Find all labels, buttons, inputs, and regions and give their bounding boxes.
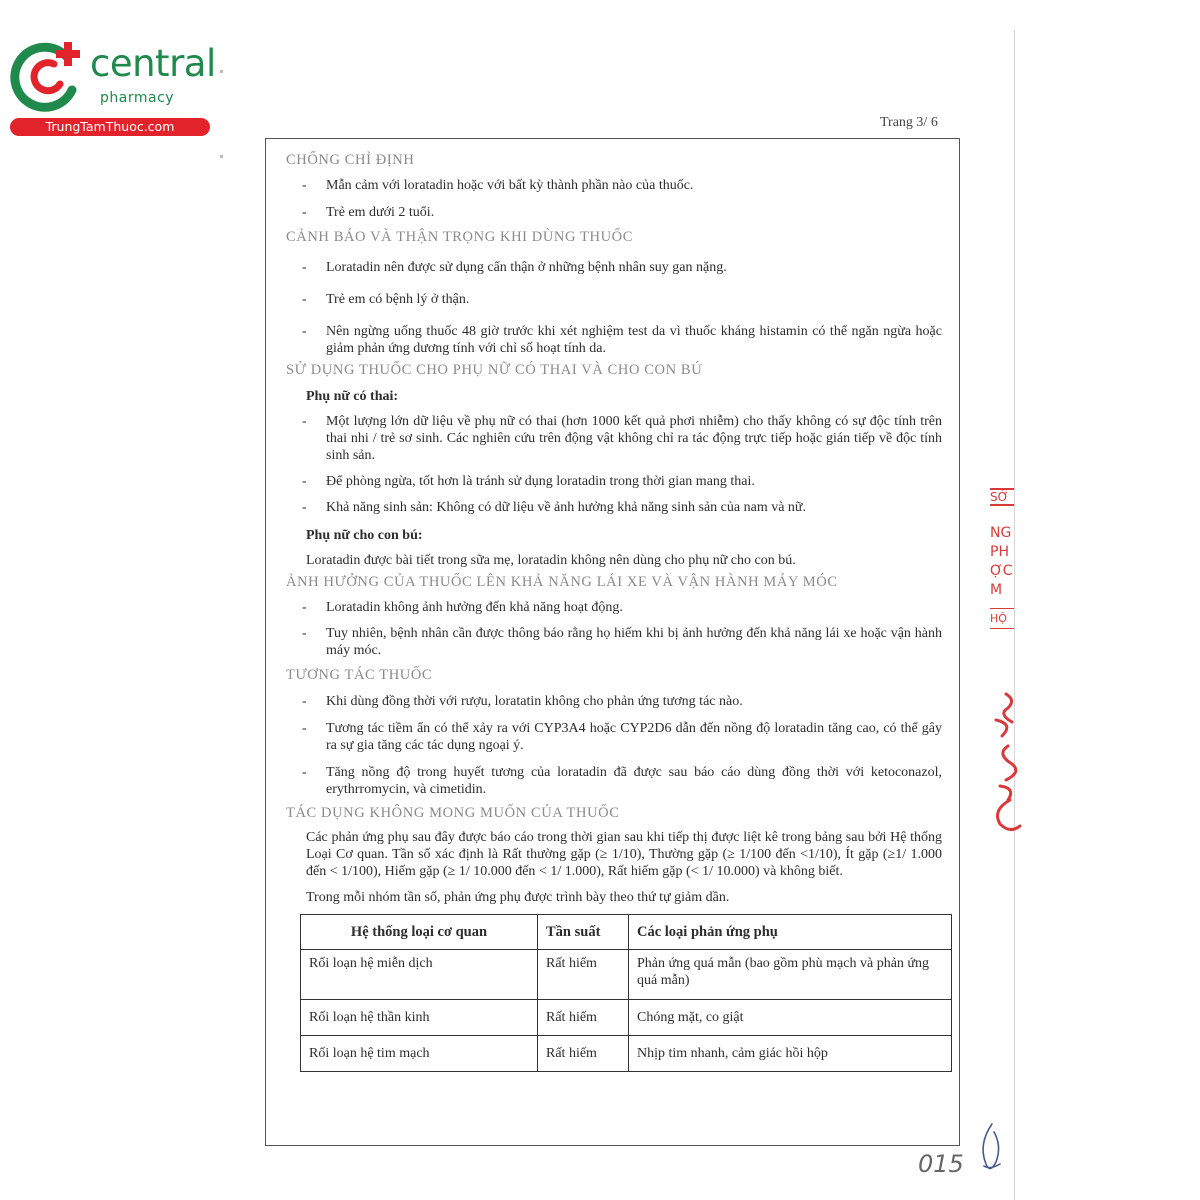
subheading-pregnant-women: Phụ nữ có thai: xyxy=(306,389,399,404)
list-item: - Tuy nhiên, bệnh nhân cần được thông báo rằng họ hiếm khi bị ảnh hưởng đến khả năng lái xe hoặc vận hành máy móc. xyxy=(286,625,942,659)
section-heading-warnings: CẢNH BÁO VÀ THẬN TRỌNG KHI DÙNG THUỐC xyxy=(286,229,633,245)
section-heading-contraindications: CHỐNG CHỈ ĐỊNH xyxy=(286,152,415,168)
list-item: - Để phòng ngừa, tốt hơn là tránh sử dụng loratadin trong thời gian mang thai. xyxy=(286,473,942,490)
list-item: - Tăng nồng độ trong huyết tương của loratadin đã được sau báo cáo dùng đồng thời với ketoconazol, erythrromycin, và cimetidin. xyxy=(286,764,942,798)
table-cell: Rối loạn hệ tim mạch xyxy=(301,1036,538,1072)
section-heading-pregnancy: SỬ DỤNG THUỐC CHO PHỤ NỮ CÓ THAI VÀ CHO CON BÚ xyxy=(286,362,703,378)
page-number: Trang 3/ 6 xyxy=(880,115,938,130)
column-header: Hệ thống loại cơ quan xyxy=(301,915,538,950)
list-item: - Trẻ em có bệnh lý ở thận. xyxy=(286,291,942,308)
stamp-text: ỢC xyxy=(990,563,1013,579)
column-header: Các loại phản ứng phụ xyxy=(629,915,952,950)
scan-speck xyxy=(220,155,223,158)
scan-speck xyxy=(220,70,223,73)
table-row xyxy=(301,1000,952,1036)
logo-subtitle: pharmacy xyxy=(100,90,175,106)
table-cell: Rối loạn hệ thần kinh xyxy=(301,1000,538,1036)
stamp-text: SỞ xyxy=(990,488,1014,506)
adverse-effects-table xyxy=(300,914,952,1072)
section-heading-adverse-effects: TÁC DỤNG KHÔNG MONG MUỐN CỦA THUỐC xyxy=(286,805,620,821)
stamp-text: NG xyxy=(990,525,1012,541)
table-header-row xyxy=(301,915,952,950)
list-item: - Khả năng sinh sản: Không có dữ liệu về ảnh hưởng khả năng sinh sản của nam và nữ. xyxy=(286,499,942,516)
table-cell: Phản ứng quá mẫn (bao gồm phù mạch và phản ứng quá mẫn) xyxy=(629,950,952,1000)
logo-wordmark: central xyxy=(90,42,216,85)
handwritten-page-number: 015 xyxy=(918,1150,964,1178)
red-stamp-fragment xyxy=(990,488,1030,629)
column-header: Tần suất xyxy=(538,915,629,950)
central-pharmacy-logo xyxy=(10,38,220,138)
table-cell: Nhịp tim nhanh, cảm giác hồi hộp xyxy=(629,1036,952,1072)
pharmacy-cross-icon xyxy=(10,38,86,114)
logo-site-banner: TrungTamThuoc.com xyxy=(10,118,210,136)
paragraph: Trong mỗi nhóm tần số, phản ứng phụ được trình bày theo thứ tự giảm dần. xyxy=(306,890,730,905)
section-heading-interactions: TƯƠNG TÁC THUỐC xyxy=(286,667,433,683)
table-cell: Chóng mặt, co giật xyxy=(629,1000,952,1036)
list-item: - Tương tác tiềm ẩn có thể xảy ra với CYP3A4 hoặc CYP2D6 dẫn đến nồng độ loratadin tăng cao, có thể gây ra sự gia tăng các tác dụng ngoại ý. xyxy=(286,720,942,754)
table-cell: Rối loạn hệ miễn dịch xyxy=(301,950,538,1000)
handwritten-signature xyxy=(976,1120,1006,1180)
list-item: - Nên ngừng uống thuốc 48 giờ trước khi xét nghiệm test da vì thuốc kháng histamin có thể ngăn ngừa hoặc giảm phản ứng dương tính với chỉ số hoạt tính da. xyxy=(286,323,942,357)
paragraph: Các phản ứng phụ sau đây được báo cáo trong thời gian sau khi tiếp thị được liệt kê trong bảng sau bởi Hệ thống Loại Cơ quan. Tần số xác định là Rất thường gặp (≥ 1/10), Thường gặp (≥ 1/100 đến <1/10), Ít gặp (≥1/ 1.000 đến < 1/100), Hiếm gặp (≥ 1/ 10.000 đến < 1/ 1.000), Rất hiếm gặp (< 1/ 10.000) và không biết. xyxy=(306,830,942,879)
subheading-breastfeeding: Phụ nữ cho con bú: xyxy=(306,528,423,543)
list-item: - Khi dùng đồng thời với rượu, loratatin không cho phản ứng tương tác nào. xyxy=(286,693,942,710)
section-heading-driving: ẢNH HƯỞNG CỦA THUỐC LÊN KHẢ NĂNG LÁI XE VÀ VẬN HÀNH MÁY MÓC xyxy=(286,574,838,590)
list-item: - Loratadin nên được sử dụng cẩn thận ở những bệnh nhân suy gan nặng. xyxy=(286,259,942,276)
red-stamp-signature-mark xyxy=(986,690,1026,840)
list-item: - Trẻ em dưới 2 tuổi. xyxy=(286,204,942,221)
table-cell: Rất hiếm xyxy=(538,1036,629,1072)
stamp-text: PH xyxy=(990,544,1009,560)
table-row xyxy=(301,950,952,1000)
paragraph: Loratadin được bài tiết trong sữa mẹ, loratadin không nên dùng cho phụ nữ cho con bú. xyxy=(306,553,796,568)
table-cell: Rất hiếm xyxy=(538,950,629,1000)
list-item: - Mẫn cảm với loratadin hoặc với bất kỳ thành phần nào của thuốc. xyxy=(286,177,942,194)
table-cell: Rất hiếm xyxy=(538,1000,629,1036)
stamp-text: M xyxy=(990,582,1003,598)
stamp-text: HỘ xyxy=(990,608,1014,629)
list-item: - Loratadin không ảnh hưởng đến khả năng hoạt động. xyxy=(286,599,942,616)
list-item: - Một lượng lớn dữ liệu về phụ nữ có thai (hơn 1000 kết quả phơi nhiễm) cho thấy không có sự độc tính trên thai nhi / trẻ sơ sinh. Các nghiên cứu trên động vật không chỉ ra tác động trực tiếp hoặc gián tiếp về độc tính sinh sản. xyxy=(286,413,942,464)
document-body xyxy=(286,152,942,1072)
table-row xyxy=(301,1036,952,1072)
